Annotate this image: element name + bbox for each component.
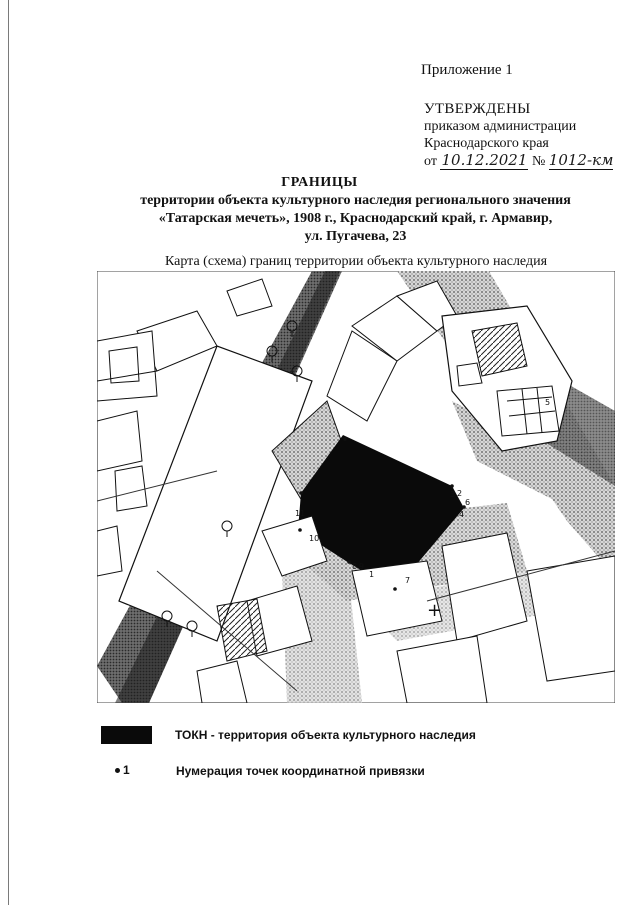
point-legend-marker: 1 [115, 763, 130, 777]
map-point-label: 10 [309, 534, 320, 543]
svg-text:+: + [427, 600, 443, 621]
point-legend-label: Нумерация точек координатной привязки [176, 764, 425, 778]
number-prefix: № [531, 154, 546, 169]
map-caption: Карта (схема) границ территории объекта культурного наследия [164, 254, 548, 269]
subtitle-line-3: ул. Пугачева, 23 [304, 229, 407, 244]
appendix-label: Приложение 1 [421, 62, 513, 78]
approval-line-1: приказом администрации [424, 119, 577, 134]
subtitle-line-2: «Татарская мечеть», 1908 г., Краснодарский край, г. Армавир, [158, 211, 553, 226]
handwritten-order-number: 1012-км [548, 151, 614, 169]
map-point-label: 6 [465, 498, 471, 507]
map-point-label: 7 [405, 576, 411, 585]
cadastral-map [97, 271, 615, 703]
page-edge-line [8, 0, 9, 905]
territory-legend-label: ТОКН - территория объекта культурного наследия [175, 728, 476, 742]
map-point-label: 5 [545, 398, 551, 407]
date-prefix: от [424, 154, 437, 169]
map-point-label: 3 [450, 490, 456, 499]
subtitle-line-1: территории объекта культурного наследия регионального значения [140, 193, 571, 208]
approval-date-row [424, 153, 613, 170]
approval-line-2: Краснодарского края [424, 136, 549, 151]
map-point-label: 1 [369, 570, 375, 579]
map-point-label: 8 [352, 562, 358, 571]
approval-title: УТВЕРЖДЕНЫ [424, 101, 531, 117]
map-point-label: 11 [295, 509, 306, 518]
territory-legend-swatch [101, 726, 152, 744]
handwritten-date: 10.12.2021 [441, 151, 528, 169]
map-point-label: 9 [359, 562, 365, 571]
document-heading: ГРАНИЦЫ [281, 175, 358, 190]
point-bullet-icon [115, 768, 120, 773]
map-point-label: 4 [459, 510, 465, 519]
map-point-label: 2 [457, 489, 463, 498]
